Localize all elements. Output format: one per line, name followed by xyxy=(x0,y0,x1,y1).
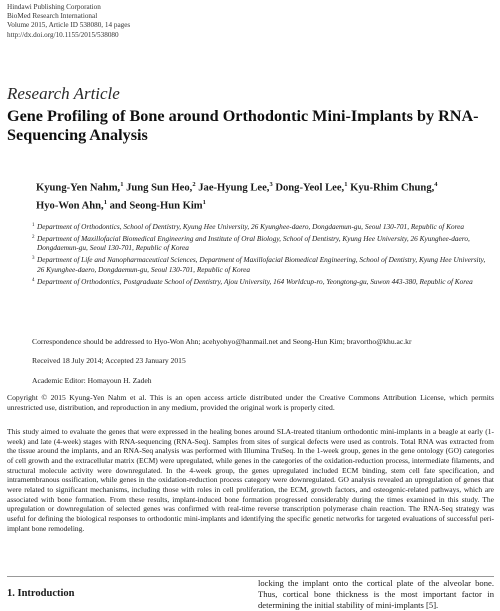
affiliation-item xyxy=(32,234,494,253)
journal-header xyxy=(7,3,130,40)
affiliation-list xyxy=(32,222,494,288)
affiliation-text: Department of Life and Nanopharmaceutical Sciences, Department of Maxillofacial Biomedical Engineering, School of Dentistry, Kyung Hee University, 26 Kyunghee-daero, Dongdaemun-gu, Seoul 130-701, Republic of Korea xyxy=(37,255,486,274)
affiliation-item xyxy=(32,277,494,286)
author-name: Dong-Yeol Lee, xyxy=(272,182,345,194)
correspondence-line: Correspondence should be addressed to Hyo-Won Ahn; acehyohyo@hanmail.net and Seong-Hun Kim; bravortho@khu.ac.kr xyxy=(32,337,412,346)
journal-name: BioMed Research International xyxy=(7,12,98,21)
author-affiliation-mark: 1 xyxy=(103,199,107,207)
intro-right-column: locking the implant onto the cortical plate of the alveolar bone. Thus, cortical bone thickness is the most important factor in determining the initial stability of mini-implants [5]. xyxy=(258,578,494,610)
author-name: Hyo-Won Ahn, xyxy=(36,200,104,212)
affiliation-text: Department of Orthodontics, Postgraduate School of Dentistry, Ajou University, 164 Worldcup-ro, Yeongtong-gu, Suwon 443-380, Republic of Korea xyxy=(37,276,473,286)
affiliation-text: Department of Maxillofacial Biomedical Engineering and Institute of Oral Biology, School of Dentistry, Kyung Hee University, 26 Kyunghee-daero, Dongdaemun-gu, Seoul 130-701, Republic of Korea xyxy=(37,233,470,253)
author-affiliation-mark: 1 xyxy=(202,199,206,207)
copyright-notice: Copyright © 2015 Kyung-Yen Nahm et al. This is an open access article distributed under the Creative Commons Attribution License, which permits unrestricted use, distribution, and reproduction in any medium, provided the original work is properly cited. xyxy=(7,393,494,412)
author-name: and Seong-Hun Kim xyxy=(106,200,203,212)
affiliation-number: 3 xyxy=(32,256,35,262)
affiliation-number: 2 xyxy=(32,234,35,240)
received-dates: Received 18 July 2014; Accepted 23 January 2015 xyxy=(32,356,186,365)
section-divider xyxy=(7,576,494,577)
author-affiliation-mark: 1 xyxy=(120,181,124,188)
affiliation-item xyxy=(32,255,494,274)
author-affiliation-mark: 4 xyxy=(434,181,438,188)
author-affiliation-mark: 2 xyxy=(192,181,196,188)
author-affiliation-mark: 3 xyxy=(269,181,273,188)
author-name: Kyung-Yen Nahm, xyxy=(36,182,121,194)
article-type: Research Article xyxy=(7,84,120,103)
affiliation-number: 4 xyxy=(32,277,35,283)
volume-info: Volume 2015, Article ID 538080, 14 pages xyxy=(7,21,131,30)
abstract-text: This study aimed to evaluate the genes that were expressed in the healing bones around SLA-treated titanium orthodontic mini-implants in a beagle at early (1-week) and late (4-week) stages with RNA-sequencing (RNA-Seq). Samples from sites of surgical defects were used as controls. Total RNA was extracted from the tissue around the implants, and an RNA-Seq analysis was performed with Illumina TruSeq. In the 1-week group, genes in the gene ontology (GO) categories of cell growth and the extracellular matrix (ECM) were upregulated, while genes in the categories of the oxidation-reduction process, intermediate filaments, and structural molecule activity were downregulated. In the 4-week group, the genes upregulated included ECM binding, stem cell fate specification, and intramembranous ossification, while genes in the oxidation-reduction process category were downregulated. GO analysis revealed an upregulation of genes that were related to significant mechanisms, including those with roles in cell proliferation, the ECM, growth factors, and osteogenic-related pathways, which are associated with bone formation. From these results, implant-induced bone formation progressed considerably during the times examined in this study. The upregulation or downregulation of selected genes was confirmed with real-time reverse transcription polymerase chain reaction. The RNA-Seq strategy was useful for defining the biological responses to orthodontic mini-implants and identifying the specific genetic networks for targeted evaluations of successful peri-implant bone remodeling. xyxy=(7,427,494,533)
affiliation-text: Department of Orthodontics, School of Dentistry, Kyung Hee University, 26 Kyunghee-daero, Dongdaemun-gu, Seoul 130-701, Republic of Korea xyxy=(37,222,465,231)
author-name: Kyu-Rhim Chung, xyxy=(347,182,435,194)
academic-editor: Academic Editor: Homayoun H. Zadeh xyxy=(32,376,152,385)
doi-link[interactable]: http://dx.doi.org/10.1155/2015/538080 xyxy=(7,30,119,39)
section-heading: 1. Introduction xyxy=(7,588,75,599)
publisher-name: Hindawi Publishing Corporation xyxy=(7,3,101,11)
author-name: Jung Sun Heo, xyxy=(123,182,193,194)
article-title: Gene Profiling of Bone around Orthodontic Mini-Implants by RNA-Sequencing Analysis xyxy=(7,107,479,144)
affiliation-number: 1 xyxy=(32,223,35,228)
author-name: Jae-Hyung Lee, xyxy=(195,182,270,194)
affiliation-item xyxy=(32,222,494,231)
author-list xyxy=(36,178,491,214)
author-affiliation-mark: 1 xyxy=(344,181,348,188)
